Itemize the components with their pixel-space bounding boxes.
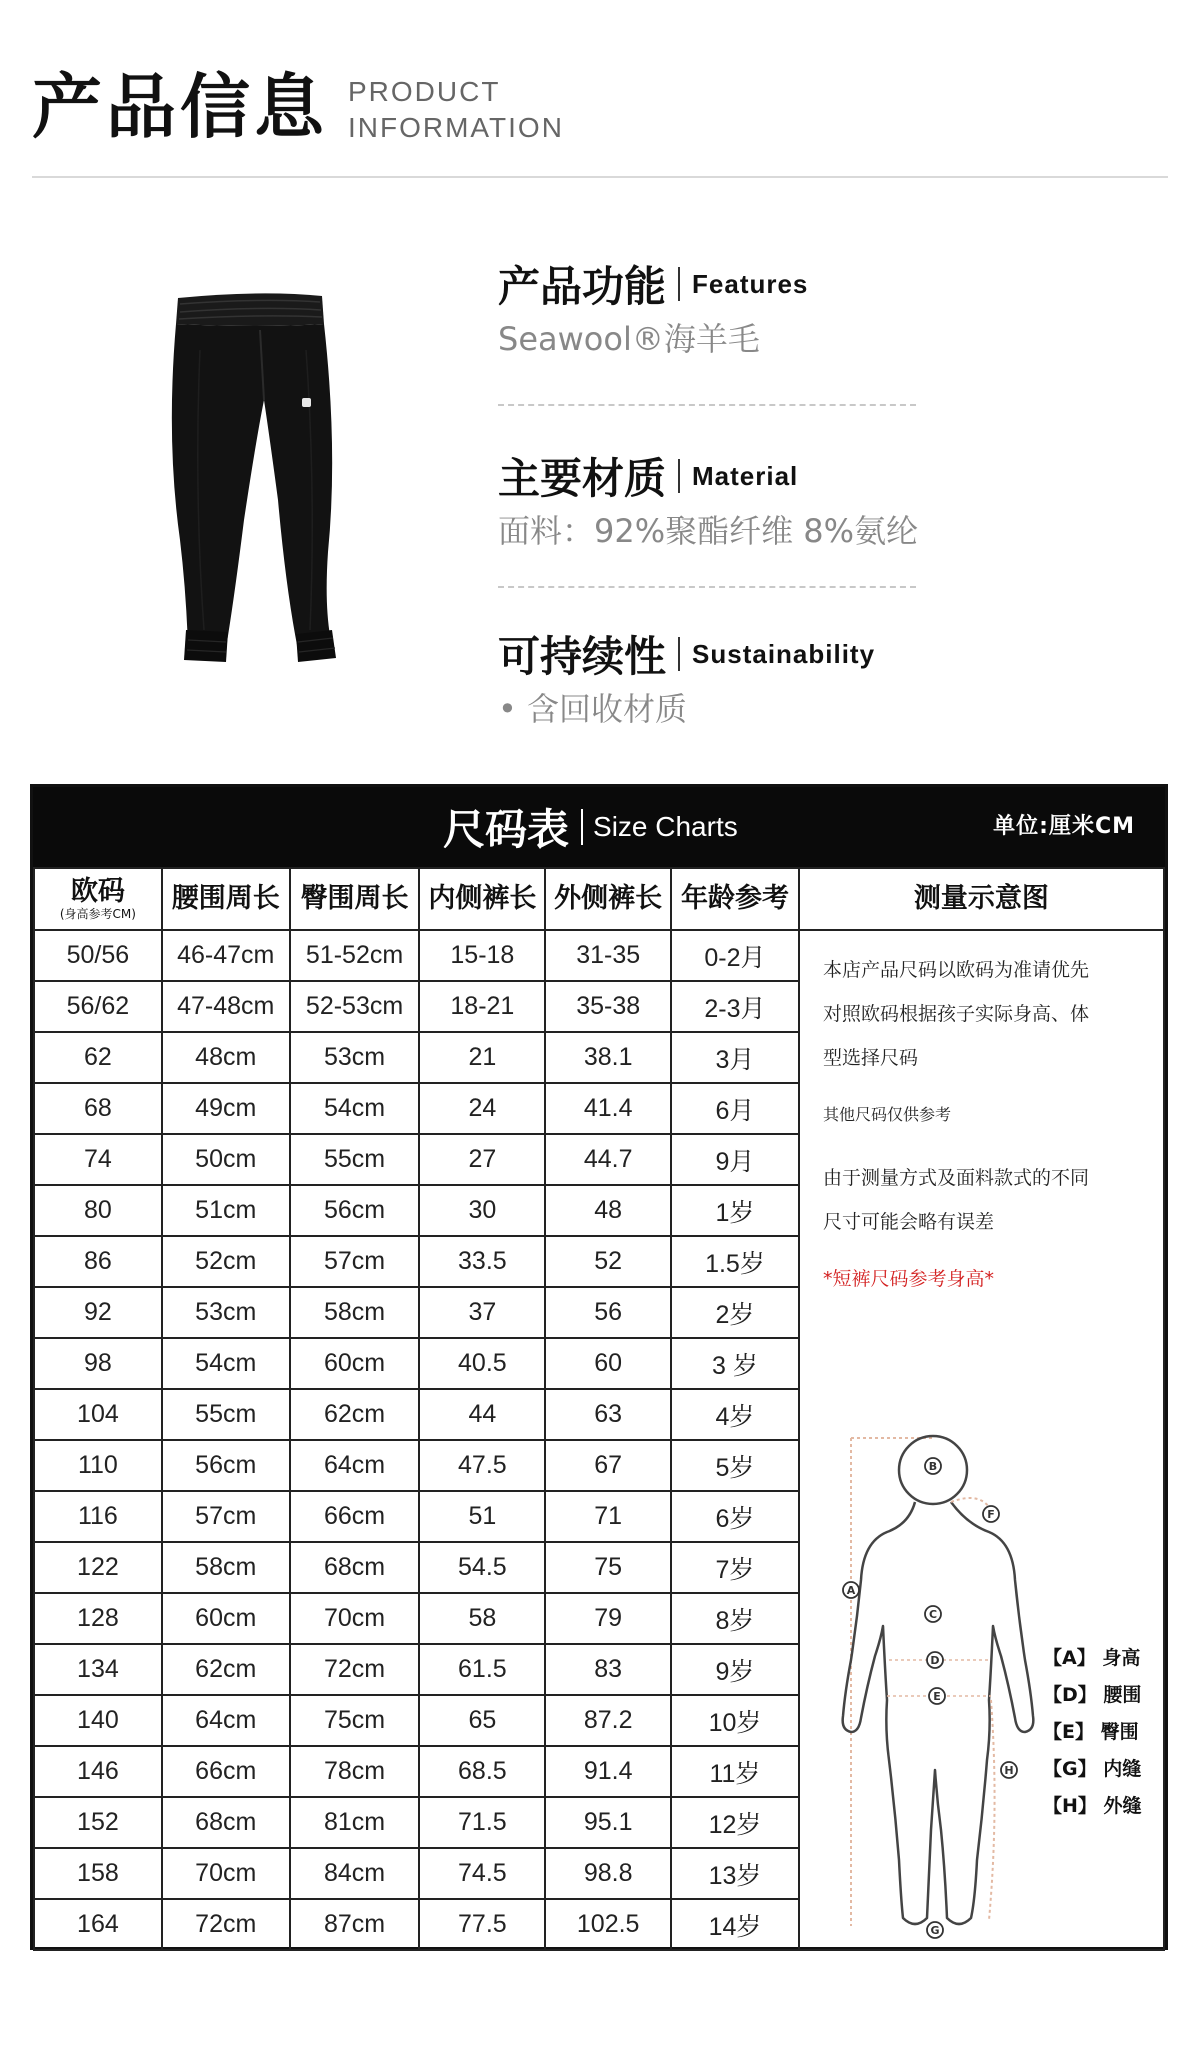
svg-text:B: B bbox=[928, 1460, 938, 1473]
page-subtitle-line2: INFORMATION bbox=[348, 112, 564, 143]
cell-hip: 55cm bbox=[290, 1134, 420, 1185]
sustainability-block bbox=[498, 626, 1058, 730]
features-value: Seawool®海羊毛 bbox=[498, 320, 760, 358]
cell-inseam: 24 bbox=[419, 1083, 545, 1134]
cell-age: 10岁 bbox=[671, 1695, 799, 1746]
col-header-inseam: 内侧裤长 bbox=[419, 868, 545, 930]
product-image bbox=[160, 290, 360, 680]
cell-age: 1岁 bbox=[671, 1185, 799, 1236]
col-header-eu-size: 欧码 (身高参考CM) bbox=[34, 868, 162, 930]
sustainability-title-en: Sustainability bbox=[692, 638, 876, 669]
cell-age: 9岁 bbox=[671, 1644, 799, 1695]
marker-h bbox=[1001, 1762, 1017, 1778]
cell-size-eu: 152 bbox=[34, 1797, 162, 1848]
cell-age: 4岁 bbox=[671, 1389, 799, 1440]
cell-hip: 54cm bbox=[290, 1083, 420, 1134]
cell-hip: 64cm bbox=[290, 1440, 420, 1491]
cell-age: 5岁 bbox=[671, 1440, 799, 1491]
size-chart-title-en: Size Charts bbox=[593, 811, 738, 842]
size-table-header-row bbox=[34, 868, 1164, 930]
size-chart-title-cn: 尺码表 bbox=[443, 805, 570, 854]
cell-size-eu: 92 bbox=[34, 1287, 162, 1338]
col-header-outseam: 外侧裤长 bbox=[545, 868, 671, 930]
cell-waist: 60cm bbox=[162, 1593, 290, 1644]
cell-size-eu: 56/62 bbox=[34, 981, 162, 1032]
cell-waist: 55cm bbox=[162, 1389, 290, 1440]
cell-waist: 49cm bbox=[162, 1083, 290, 1134]
features-block bbox=[498, 256, 1058, 360]
measurement-legend bbox=[1043, 1640, 1153, 1825]
dashed-divider bbox=[498, 404, 916, 406]
col-header-age: 年龄参考 bbox=[671, 868, 799, 930]
material-value: 面料：92%聚酯纤维 8%氨纶 bbox=[498, 512, 919, 550]
size-chart-unit: 单位:厘米CM bbox=[993, 814, 1135, 839]
cell-waist: 64cm bbox=[162, 1695, 290, 1746]
cell-outseam: 95.1 bbox=[545, 1797, 671, 1848]
cell-waist: 72cm bbox=[162, 1899, 290, 1950]
cell-hip: 68cm bbox=[290, 1542, 420, 1593]
cell-size-eu: 50/56 bbox=[34, 930, 162, 981]
cell-hip: 51-52cm bbox=[290, 930, 420, 981]
cell-size-eu: 74 bbox=[34, 1134, 162, 1185]
cell-outseam: 102.5 bbox=[545, 1899, 671, 1950]
cell-waist: 51cm bbox=[162, 1185, 290, 1236]
marker-g bbox=[927, 1922, 943, 1938]
cell-inseam: 47.5 bbox=[419, 1440, 545, 1491]
cell-inseam: 65 bbox=[419, 1695, 545, 1746]
cell-outseam: 71 bbox=[545, 1491, 671, 1542]
cell-outseam: 98.8 bbox=[545, 1848, 671, 1899]
cell-inseam: 30 bbox=[419, 1185, 545, 1236]
cell-outseam: 56 bbox=[545, 1287, 671, 1338]
cell-hip: 75cm bbox=[290, 1695, 420, 1746]
cell-inseam: 58 bbox=[419, 1593, 545, 1644]
cell-hip: 62cm bbox=[290, 1389, 420, 1440]
svg-text:D: D bbox=[930, 1654, 940, 1667]
cell-inseam: 68.5 bbox=[419, 1746, 545, 1797]
legend-waist: 【D】 腰围 bbox=[1043, 1684, 1142, 1706]
cell-age: 13岁 bbox=[671, 1848, 799, 1899]
cell-age: 6岁 bbox=[671, 1491, 799, 1542]
cell-size-eu: 62 bbox=[34, 1032, 162, 1083]
material-title-en: Material bbox=[692, 460, 799, 491]
cell-outseam: 79 bbox=[545, 1593, 671, 1644]
cell-inseam: 21 bbox=[419, 1032, 545, 1083]
cell-size-eu: 116 bbox=[34, 1491, 162, 1542]
measurement-note-error: 由于测量方式及面料款式的不同 尺寸可能会略有误差 bbox=[823, 1167, 1090, 1233]
legend-hip: 【E】 臀围 bbox=[1043, 1721, 1139, 1743]
cell-size-eu: 128 bbox=[34, 1593, 162, 1644]
svg-text:F: F bbox=[987, 1508, 995, 1521]
cell-waist: 48cm bbox=[162, 1032, 290, 1083]
cell-age: 0-2月 bbox=[671, 930, 799, 981]
cell-age: 3月 bbox=[671, 1032, 799, 1083]
cell-waist: 62cm bbox=[162, 1644, 290, 1695]
cell-outseam: 48 bbox=[545, 1185, 671, 1236]
cell-age: 2岁 bbox=[671, 1287, 799, 1338]
cell-waist: 47-48cm bbox=[162, 981, 290, 1032]
header-divider bbox=[32, 176, 1168, 178]
cell-inseam: 27 bbox=[419, 1134, 545, 1185]
cell-waist: 66cm bbox=[162, 1746, 290, 1797]
cell-waist: 46-47cm bbox=[162, 930, 290, 981]
svg-text:A: A bbox=[846, 1584, 856, 1597]
marker-a bbox=[843, 1582, 859, 1598]
cell-inseam: 33.5 bbox=[419, 1236, 545, 1287]
cell-outseam: 67 bbox=[545, 1440, 671, 1491]
cell-outseam: 87.2 bbox=[545, 1695, 671, 1746]
cell-inseam: 37 bbox=[419, 1287, 545, 1338]
cell-size-eu: 68 bbox=[34, 1083, 162, 1134]
cell-hip: 56cm bbox=[290, 1185, 420, 1236]
cell-age: 2-3月 bbox=[671, 981, 799, 1032]
cell-hip: 72cm bbox=[290, 1644, 420, 1695]
legend-outseam: 【H】 外缝 bbox=[1043, 1795, 1142, 1817]
page-header bbox=[32, 62, 1168, 152]
svg-text:C: C bbox=[928, 1608, 938, 1621]
cell-age: 12岁 bbox=[671, 1797, 799, 1848]
cell-hip: 52-53cm bbox=[290, 981, 420, 1032]
legend-inseam: 【G】 内缝 bbox=[1043, 1758, 1142, 1780]
page-subtitle-line1: PRODUCT bbox=[348, 76, 501, 107]
sustainability-value: • 含回收材质 bbox=[498, 690, 688, 728]
cell-hip: 78cm bbox=[290, 1746, 420, 1797]
cell-waist: 53cm bbox=[162, 1287, 290, 1338]
cell-age: 6月 bbox=[671, 1083, 799, 1134]
cell-inseam: 15-18 bbox=[419, 930, 545, 981]
cell-waist: 52cm bbox=[162, 1236, 290, 1287]
cell-outseam: 38.1 bbox=[545, 1032, 671, 1083]
cell-hip: 70cm bbox=[290, 1593, 420, 1644]
features-title-cn: 产品功能 bbox=[498, 262, 667, 311]
col-header-hip: 臀围周长 bbox=[290, 868, 420, 930]
marker-e bbox=[929, 1688, 945, 1704]
cell-hip: 53cm bbox=[290, 1032, 420, 1083]
cell-outseam: 91.4 bbox=[545, 1746, 671, 1797]
measurement-note-size-policy: 本店产品尺码以欧码为准请优先 对照欧码根据孩子实际身高、体 型选择尺码 bbox=[823, 959, 1090, 1069]
cell-age: 1.5岁 bbox=[671, 1236, 799, 1287]
cell-age: 11岁 bbox=[671, 1746, 799, 1797]
cell-inseam: 40.5 bbox=[419, 1338, 545, 1389]
svg-text:E: E bbox=[933, 1690, 941, 1703]
cell-size-eu: 98 bbox=[34, 1338, 162, 1389]
cell-hip: 60cm bbox=[290, 1338, 420, 1389]
cell-waist: 54cm bbox=[162, 1338, 290, 1389]
marker-b bbox=[925, 1458, 941, 1474]
cell-age: 14岁 bbox=[671, 1899, 799, 1950]
cell-hip: 84cm bbox=[290, 1848, 420, 1899]
cell-outseam: 35-38 bbox=[545, 981, 671, 1032]
cell-age: 8岁 bbox=[671, 1593, 799, 1644]
cell-waist: 56cm bbox=[162, 1440, 290, 1491]
cell-outseam: 44.7 bbox=[545, 1134, 671, 1185]
measurement-note-shorts: *短裤尺码参考身高* bbox=[823, 1268, 995, 1290]
features-title-en: Features bbox=[692, 268, 809, 299]
sustainability-title-cn: 可持续性 bbox=[498, 632, 667, 681]
cell-waist: 68cm bbox=[162, 1797, 290, 1848]
cell-waist: 57cm bbox=[162, 1491, 290, 1542]
cell-inseam: 77.5 bbox=[419, 1899, 545, 1950]
cell-waist: 70cm bbox=[162, 1848, 290, 1899]
cell-size-eu: 158 bbox=[34, 1848, 162, 1899]
marker-c bbox=[925, 1606, 941, 1622]
cell-size-eu: 134 bbox=[34, 1644, 162, 1695]
cell-inseam: 74.5 bbox=[419, 1848, 545, 1899]
svg-text:H: H bbox=[1004, 1764, 1014, 1777]
figure-body bbox=[843, 1502, 1034, 1924]
cell-hip: 66cm bbox=[290, 1491, 420, 1542]
size-chart bbox=[30, 784, 1168, 1950]
cell-outseam: 63 bbox=[545, 1389, 671, 1440]
cell-size-eu: 122 bbox=[34, 1542, 162, 1593]
cell-waist: 58cm bbox=[162, 1542, 290, 1593]
legend-height: 【A】 身高 bbox=[1043, 1647, 1141, 1669]
cell-outseam: 75 bbox=[545, 1542, 671, 1593]
col-header-diagram: 测量示意图 bbox=[799, 868, 1164, 930]
material-block bbox=[498, 448, 1058, 552]
marker-f bbox=[983, 1506, 999, 1522]
size-chart-header bbox=[33, 787, 1165, 867]
cell-inseam: 44 bbox=[419, 1389, 545, 1440]
cell-outseam: 31-35 bbox=[545, 930, 671, 981]
cell-hip: 57cm bbox=[290, 1236, 420, 1287]
cell-inseam: 71.5 bbox=[419, 1797, 545, 1848]
col-header-waist: 腰围周长 bbox=[162, 868, 290, 930]
dashed-divider bbox=[498, 586, 916, 588]
cell-size-eu: 104 bbox=[34, 1389, 162, 1440]
material-title-cn: 主要材质 bbox=[498, 454, 667, 503]
cell-outseam: 83 bbox=[545, 1644, 671, 1695]
cell-age: 9月 bbox=[671, 1134, 799, 1185]
cell-size-eu: 164 bbox=[34, 1899, 162, 1950]
cell-age: 3 岁 bbox=[671, 1338, 799, 1389]
cell-outseam: 60 bbox=[545, 1338, 671, 1389]
cell-inseam: 18-21 bbox=[419, 981, 545, 1032]
cell-age: 7岁 bbox=[671, 1542, 799, 1593]
cell-size-eu: 80 bbox=[34, 1185, 162, 1236]
marker-d bbox=[927, 1652, 943, 1668]
cell-hip: 87cm bbox=[290, 1899, 420, 1950]
cell-inseam: 54.5 bbox=[419, 1542, 545, 1593]
page-title: 产品信息 bbox=[32, 66, 328, 148]
cell-size-eu: 86 bbox=[34, 1236, 162, 1287]
cell-inseam: 51 bbox=[419, 1491, 545, 1542]
cell-size-eu: 110 bbox=[34, 1440, 162, 1491]
cell-size-eu: 140 bbox=[34, 1695, 162, 1746]
page-subtitle bbox=[348, 74, 564, 146]
cell-outseam: 52 bbox=[545, 1236, 671, 1287]
cell-size-eu: 146 bbox=[34, 1746, 162, 1797]
cell-inseam: 61.5 bbox=[419, 1644, 545, 1695]
cell-waist: 50cm bbox=[162, 1134, 290, 1185]
cell-hip: 58cm bbox=[290, 1287, 420, 1338]
cell-outseam: 41.4 bbox=[545, 1083, 671, 1134]
measurement-note-reference: 其他尺码仅供参考 bbox=[823, 1105, 952, 1124]
cell-hip: 81cm bbox=[290, 1797, 420, 1848]
svg-text:G: G bbox=[930, 1924, 940, 1937]
measurement-panel bbox=[803, 930, 1165, 1947]
